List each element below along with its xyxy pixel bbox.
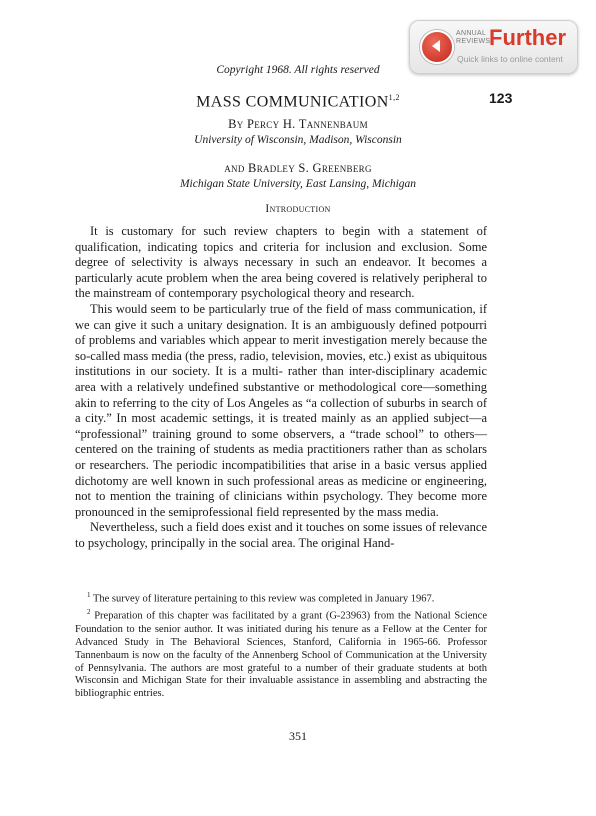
further-label: Further <box>489 25 566 50</box>
folio-number: 351 <box>289 729 307 743</box>
footnote-text: The survey of literature pertaining to this review was completed in January 1967. <box>92 593 435 605</box>
article-title <box>0 93 596 111</box>
reviews-label: REVIEWS <box>456 38 491 45</box>
paragraph: Nevertheless, such a field does exist and it touches on some issues of relevance to psychology, principally in the social area. The original Hand- <box>75 520 487 550</box>
author-2: and Bradley S. Greenberg <box>224 161 372 175</box>
footnote <box>75 589 487 606</box>
title-text: MASS COMMUNICATION <box>196 93 389 111</box>
arrow-left-icon <box>420 30 454 64</box>
annual-reviews-logo <box>456 30 491 46</box>
body-text <box>75 224 487 551</box>
footnote-mark: 2 <box>87 608 91 617</box>
affiliation-2: Michigan State University, East Lansing, Michigan <box>179 178 417 190</box>
footnote-mark: 1 <box>87 591 91 599</box>
footnote-text: Preparation of this chapter was facilitated by a grant (G-23963) from the National Science Foundation to the senior author. It was initiated during his tenure as a Fellow at the Center for Advanced Study in The Behavioral Sciences, Stanford, California in 1965-66. Professor Tannenbaum is now on the faculty of the Annenberg School of Communication at the University of Pennsylvania. The authors are most grateful to a number of their graduate students at both Wisconsin and Michigan State for their invaluable assistance in assembling and abstracting the bibliographic entries. <box>75 610 488 700</box>
affiliation-1: University of Wisconsin, Madison, Wisconsin <box>194 134 402 146</box>
paragraph: This would seem to be particularly true of the field of mass communication, if we can give it such a unitary designation. It is an ambiguously defined potpourri of problems and variables which appear to merit investigation merely because the so-called mass media (the press, radio, television, movies, etc.) exist as ubiquitous institutions in our society. It is a multi- rather than inter-disciplinary academic area with a relatively undefined substantive or methodological core—something akin to referring to the city of Los Angeles as “a collection of suburbs in search of a city.” In most academic settings, it is treated mainly as an applied subject—a “professional” training ground to some observers, a “trade school” to others—centered on the training of students as media practitioners rather than as scholars or researchers. The periodic incompatibilities that arise in a basic versus applied dichotomy are well known in such professional areas as medicine or engineering, not to mention the training of clinicians within psychology. They become more pronounced in the semiprofessional field represented by the mass media. <box>75 301 487 519</box>
section-heading: Introduction <box>265 203 331 215</box>
footnotes <box>75 589 487 701</box>
author-1: By Percy H. Tannenbaum <box>228 117 368 131</box>
footnote <box>75 606 487 701</box>
quick-links-label: Quick links to online content <box>457 54 563 64</box>
annual-label: ANNUAL <box>456 30 487 37</box>
copyright-line: Copyright 1968. All rights reserved <box>216 64 380 76</box>
page-number: 123 <box>489 90 513 106</box>
paragraph: It is customary for such review chapters to begin with a statement of qualification, indicating topics and criteria for inclusion and exclusion. Some degree of selectivity is always necessary in such an endeavor. It becomes a particularly acute problem when the area being covered is relatively peripheral to the mainstream of contemporary psychological theory and research. <box>75 224 487 301</box>
title-footnote-marks: 1,2 <box>388 93 400 102</box>
